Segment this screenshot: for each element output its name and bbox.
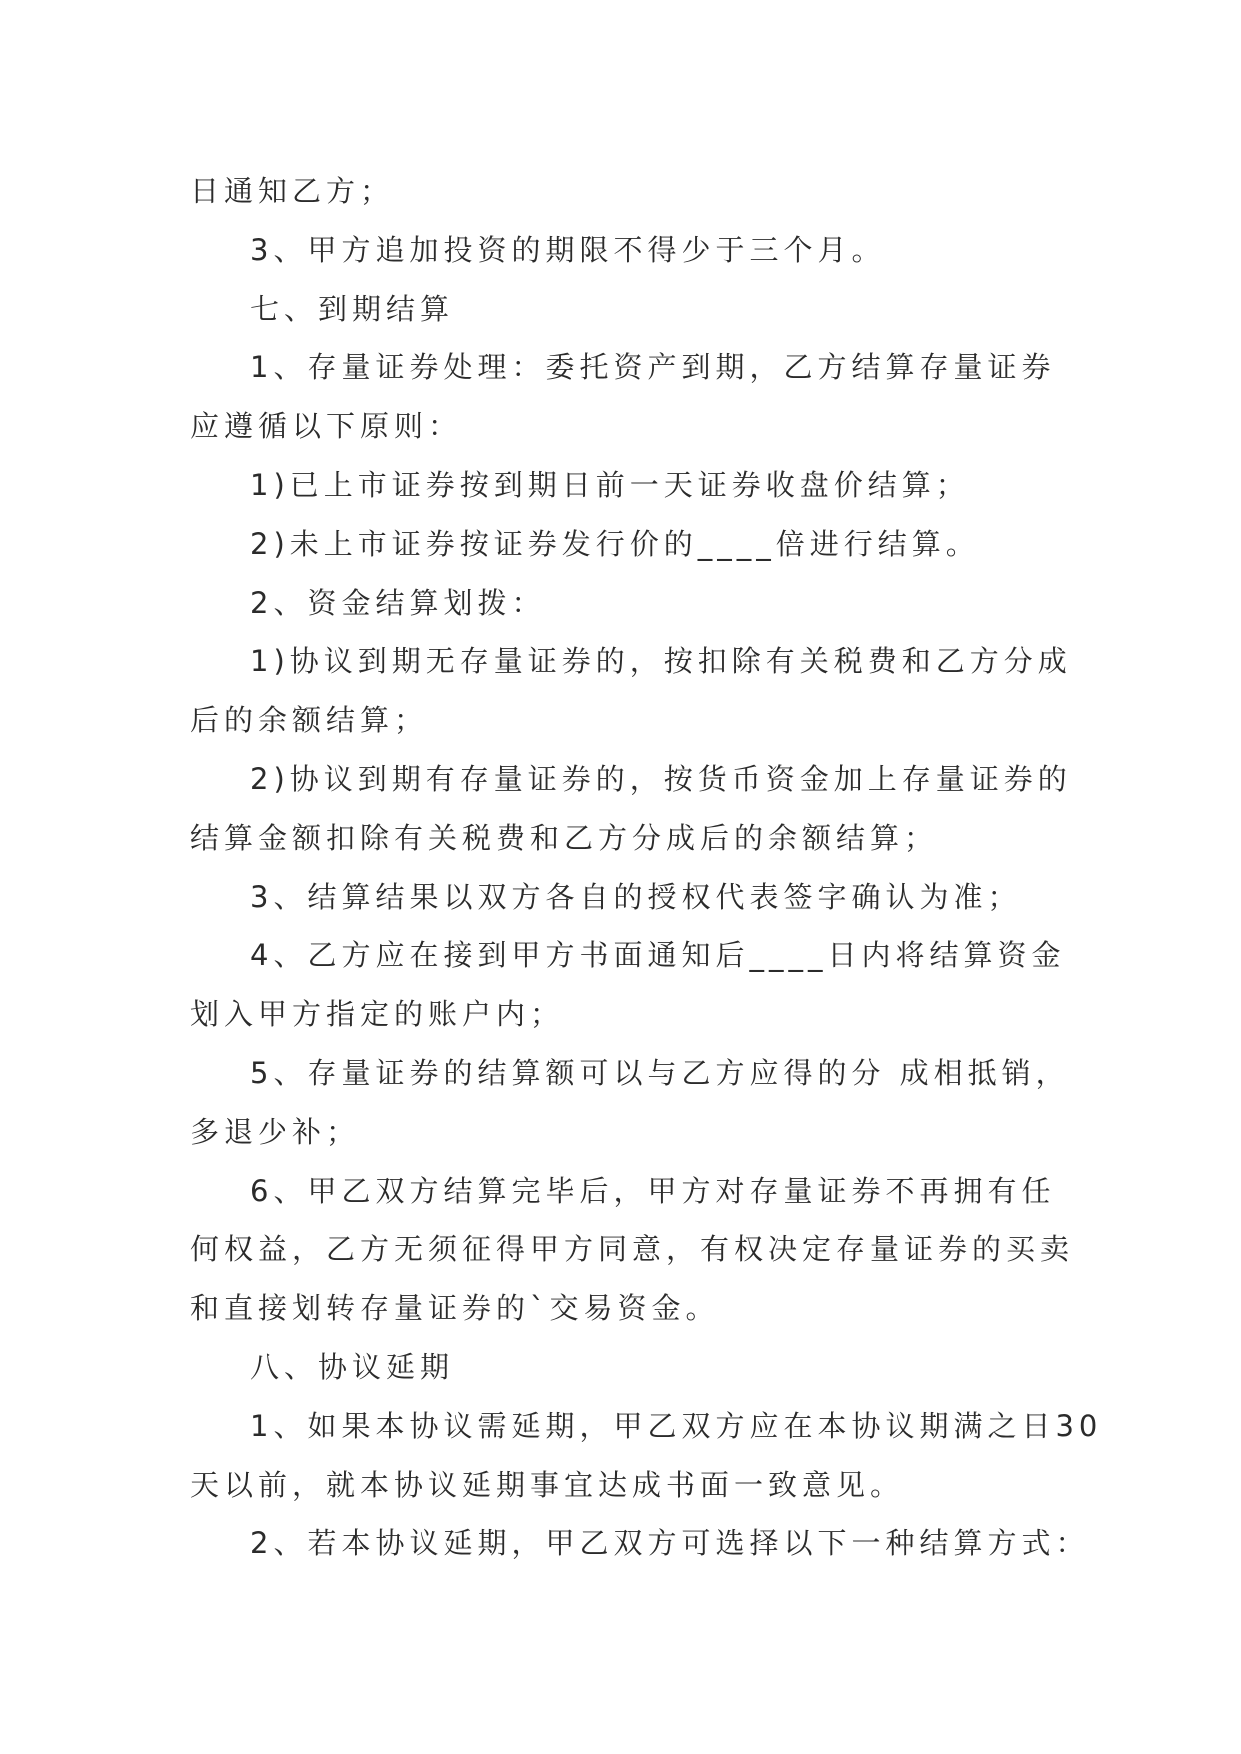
paragraph-line: 1、存量证券处理：委托资产到期，乙方结算存量证券 — [250, 350, 1056, 385]
section-heading: 八、协议延期 — [250, 1349, 455, 1384]
paragraph-line: 1)协议到期无存量证券的，按扣除有关税费和乙方分成 — [250, 644, 1072, 679]
paragraph-line: 多退少补； — [190, 1114, 361, 1149]
paragraph-line: 和直接划转存量证券的`交易资金。 — [190, 1291, 720, 1326]
section-heading: 七、到期结算 — [250, 291, 455, 326]
paragraph-line: 4、乙方应在接到甲方书面通知后____日内将结算资金 — [250, 938, 1066, 973]
paragraph-line: 3、甲方追加投资的期限不得少于三个月。 — [250, 232, 886, 267]
paragraph-line: 1)已上市证券按到期日前一天证券收盘价结算； — [250, 467, 970, 502]
paragraph-line: 日通知乙方； — [190, 174, 395, 208]
paragraph-line: 2、资金结算划拨： — [250, 585, 546, 620]
paragraph-line: 3、结算结果以双方各自的授权代表签字确认为准； — [250, 879, 1022, 914]
paragraph-line: 划入甲方指定的账户内； — [190, 997, 565, 1032]
paragraph-line: 5、存量证券的结算额可以与乙方应得的分 成相抵销， — [250, 1055, 1070, 1090]
paragraph-line: 何权益，乙方无须征得甲方同意，有权决定存量证券的买卖 — [190, 1232, 1075, 1267]
document-body — [190, 162, 1103, 1573]
paragraph-line: 1、如果本协议需延期，甲乙双方应在本协议期满之日30 — [250, 1408, 1103, 1443]
paragraph-line: 6、甲乙双方结算完毕后，甲方对存量证券不再拥有任 — [250, 1173, 1056, 1208]
paragraph-line: 2)未上市证券按证券发行价的____倍进行结算。 — [250, 526, 980, 561]
paragraph-line: 结算金额扣除有关税费和乙方分成后的余额结算； — [190, 820, 939, 855]
paragraph-line: 2、若本协议延期，甲乙双方可选择以下一种结算方式： — [250, 1526, 1090, 1561]
paragraph-line: 后的余额结算； — [190, 703, 429, 738]
paragraph-line: 应遵循以下原则： — [190, 409, 463, 444]
paragraph-line: 2)协议到期有存量证券的，按货币资金加上存量证券的 — [250, 761, 1072, 796]
paragraph-line: 天以前，就本协议延期事宜达成书面一致意见。 — [190, 1467, 905, 1502]
